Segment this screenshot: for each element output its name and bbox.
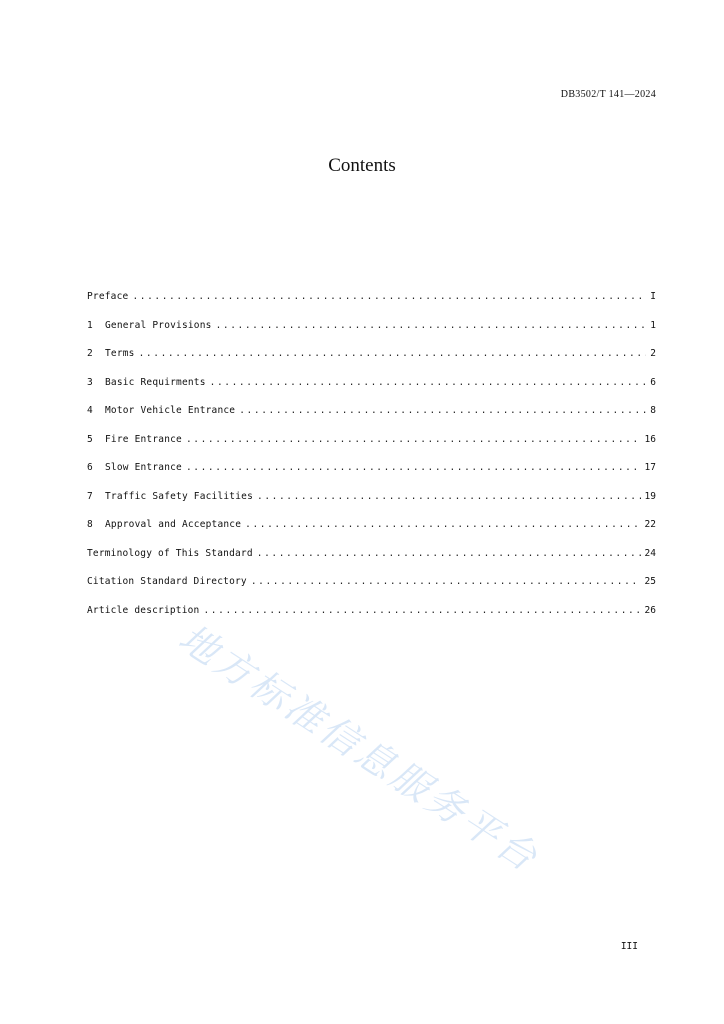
- toc-entry-page: 8: [650, 405, 656, 416]
- toc-leader-dots: [203, 603, 640, 619]
- toc-entry-number: 7: [87, 490, 93, 502]
- toc-leader-dots: [186, 460, 641, 476]
- toc-entry-label: Basic Requirments: [105, 376, 206, 388]
- toc-entry[interactable]: [87, 375, 656, 404]
- toc-entry[interactable]: [87, 289, 656, 318]
- toc-leader-dots: [251, 574, 641, 590]
- page-number: III: [620, 941, 638, 952]
- toc-entry[interactable]: [87, 574, 656, 603]
- toc-leader-dots: [139, 346, 647, 362]
- toc-entry-number: 8: [87, 519, 93, 530]
- toc-leader-dots: [210, 375, 647, 391]
- toc-entry[interactable]: [87, 403, 656, 432]
- toc-leader-dots: [186, 432, 641, 448]
- toc-entry-number: 2: [87, 348, 93, 359]
- toc-entry-page: 24: [644, 547, 656, 559]
- toc-leader-dots: [257, 489, 641, 505]
- toc-entry-number: 6: [87, 462, 93, 473]
- toc-entry-page: 16: [644, 433, 656, 445]
- toc-entry-number: 1: [87, 319, 93, 331]
- toc-entry-page: I: [650, 291, 656, 302]
- toc-entry-number: 3: [87, 376, 93, 388]
- toc-entry-label: Approval and Acceptance: [105, 519, 242, 530]
- standard-code: DB3502/T 141—2024: [560, 89, 656, 100]
- toc-leader-dots: [132, 289, 646, 305]
- toc-entry[interactable]: [87, 546, 656, 575]
- watermark: 地方标准信息服务平台: [171, 615, 548, 882]
- toc-leader-dots: [239, 403, 646, 419]
- toc-entry-label: Article description: [87, 604, 200, 616]
- toc-entry-page: 22: [644, 519, 656, 530]
- toc-entry-page: 1: [650, 319, 656, 331]
- toc-entry-label: Motor Vehicle Entrance: [105, 405, 236, 416]
- toc-entry-label: Fire Entrance: [105, 433, 182, 445]
- toc-leader-dots: [216, 318, 647, 334]
- page-title: Contents: [328, 155, 396, 176]
- toc-entry[interactable]: [87, 603, 656, 632]
- toc-entry[interactable]: [87, 489, 656, 518]
- toc-entry-number: 4: [87, 405, 93, 416]
- toc-entry[interactable]: [87, 432, 656, 461]
- toc-entry-page: 25: [644, 576, 656, 587]
- toc-entry-label: Preface: [87, 291, 129, 302]
- toc-entry-page: 17: [644, 462, 656, 473]
- toc-entry-label: Traffic Safety Facilities: [105, 490, 253, 502]
- toc-entry-page: 26: [644, 604, 656, 616]
- toc-entry[interactable]: [87, 460, 656, 489]
- table-of-contents: [87, 289, 656, 631]
- toc-entry-label: Terms: [105, 348, 135, 359]
- toc-entry-page: 2: [650, 348, 656, 359]
- toc-leader-dots: [257, 546, 641, 562]
- toc-entry[interactable]: [87, 346, 656, 375]
- toc-entry-label: Terminology of This Standard: [87, 547, 253, 559]
- toc-entry-page: 6: [650, 376, 656, 388]
- toc-entry-number: 5: [87, 433, 93, 445]
- toc-entry-label: Citation Standard Directory: [87, 576, 247, 587]
- toc-entry[interactable]: [87, 517, 656, 546]
- toc-entry-page: 19: [644, 490, 656, 502]
- toc-entry-label: Slow Entrance: [105, 462, 182, 473]
- toc-entry[interactable]: [87, 318, 656, 347]
- toc-leader-dots: [245, 517, 640, 533]
- toc-entry-label: General Provisions: [105, 319, 212, 331]
